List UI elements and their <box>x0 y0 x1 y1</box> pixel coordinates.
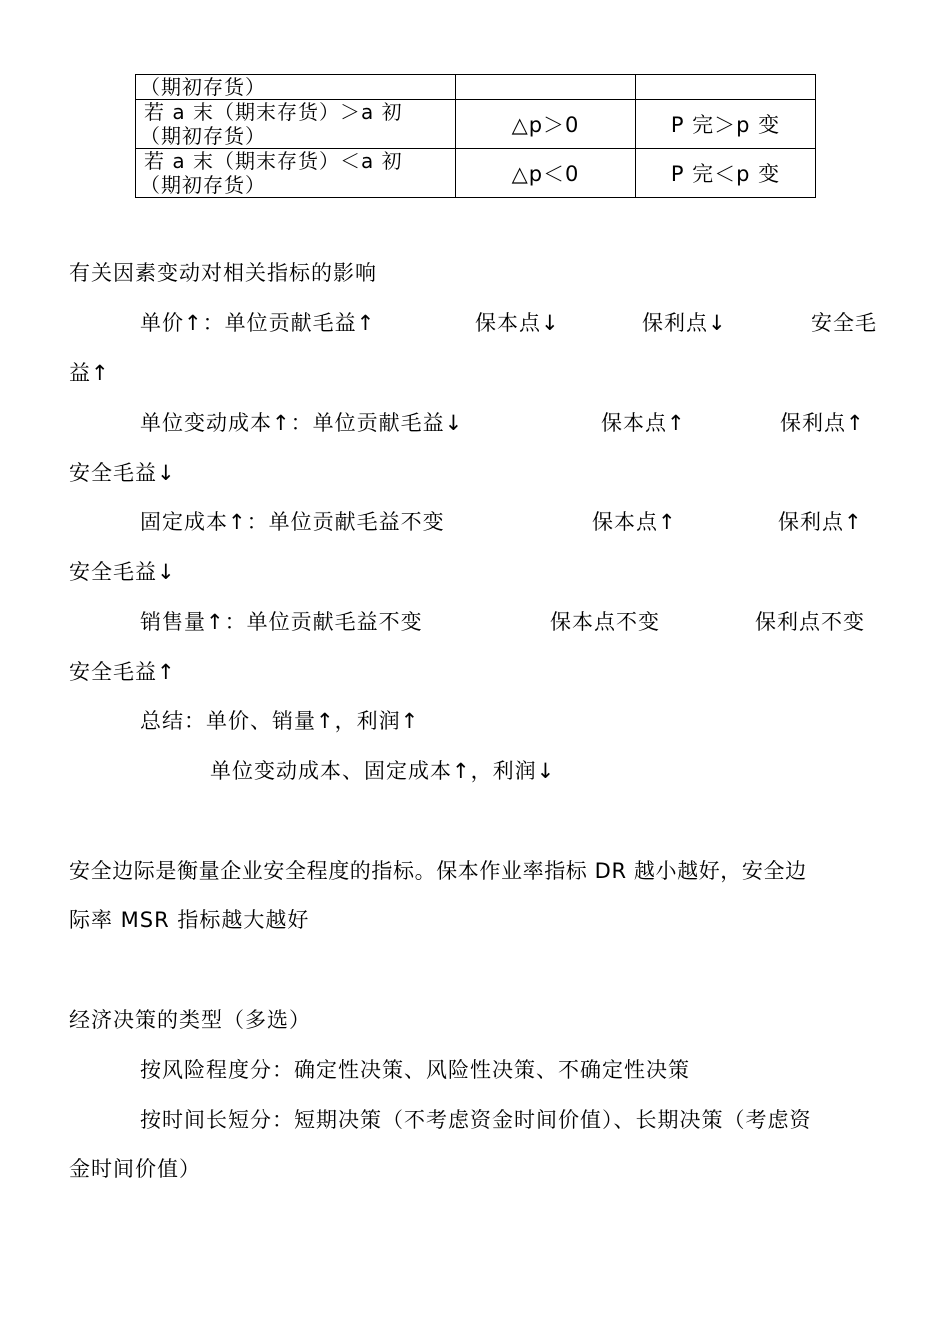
item-breakeven: 保本点↓ <box>475 311 560 335</box>
delta-cell <box>456 75 636 100</box>
item-target-profit: 保利点↑ <box>778 510 863 534</box>
item-continuation: 金时间价值） <box>69 1157 201 1181</box>
item-continuation: 益↑ <box>69 361 110 385</box>
item-breakeven: 保本点↑ <box>592 510 677 534</box>
section-heading: 经济决策的类型（多选） <box>69 1008 311 1032</box>
list-item: 按时间长短分：短期决策（不考虑资金时间价值）、长期决策（考虑资 <box>140 1108 812 1132</box>
table-row <box>136 75 816 100</box>
section-heading: 有关因素变动对相关指标的影响 <box>69 261 377 285</box>
item-breakeven: 保本点不变 <box>550 610 660 634</box>
item-main: 单位变动成本↑：单位贡献毛益↓ <box>140 411 464 435</box>
condition-cell: 若 a 末（期末存货）＜a 初 （期初存货） <box>136 149 456 198</box>
summary-line: 总结：单价、销量↑，利润↑ <box>140 709 420 733</box>
item-continuation: 安全毛益↓ <box>69 461 176 485</box>
summary-line: 单位变动成本、固定成本↑，利润↓ <box>210 759 556 783</box>
compare-cell: P 完＜p 变 <box>636 149 816 198</box>
item-target-profit: 保利点↑ <box>780 411 865 435</box>
item-main: 单价↑：单位贡献毛益↑ <box>140 311 376 335</box>
condition-cell: 若 a 末（期末存货）＞a 初 （期初存货） <box>136 100 456 149</box>
item-safety: 安全毛 <box>811 311 877 335</box>
factor-item-sales-volume <box>0 607 950 637</box>
item-continuation: 安全毛益↑ <box>69 660 176 684</box>
factor-item-price <box>0 308 950 338</box>
delta-cell: △p＞0 <box>456 100 636 149</box>
compare-cell <box>636 75 816 100</box>
paragraph-line: 安全边际是衡量企业安全程度的指标。保本作业率指标 DR 越小越好，安全边 <box>69 859 807 883</box>
factor-item-variable-cost <box>0 408 950 438</box>
delta-cell: △p＜0 <box>456 149 636 198</box>
item-target-profit: 保利点不变 <box>755 610 865 634</box>
table-row <box>136 149 816 198</box>
item-main: 固定成本↑：单位贡献毛益不变 <box>140 510 445 534</box>
inventory-table <box>135 74 816 198</box>
condition-cell: （期初存货） <box>136 75 456 100</box>
item-breakeven: 保本点↑ <box>601 411 686 435</box>
item-target-profit: 保利点↓ <box>642 311 727 335</box>
compare-cell: P 完＞p 变 <box>636 100 816 149</box>
table-row <box>136 100 816 149</box>
list-item: 按风险程度分：确定性决策、风险性决策、不确定性决策 <box>140 1058 690 1082</box>
paragraph-line: 际率 MSR 指标越大越好 <box>69 908 310 932</box>
item-continuation: 安全毛益↓ <box>69 560 176 584</box>
item-main: 销售量↑：单位贡献毛益不变 <box>140 610 423 634</box>
factor-item-fixed-cost <box>0 507 950 537</box>
